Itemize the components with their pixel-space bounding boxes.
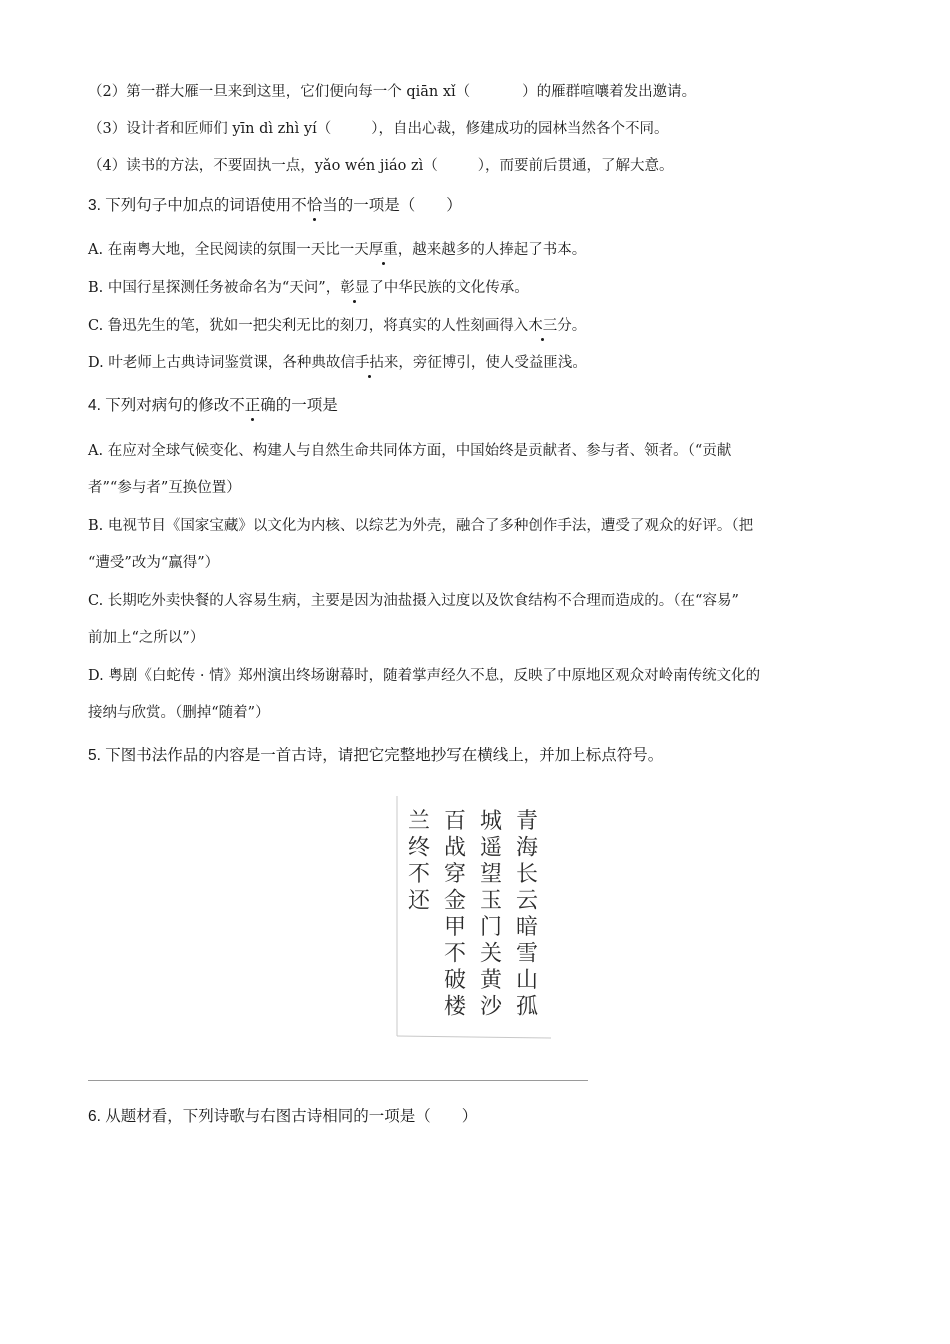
calligraphy-char: 穿	[443, 862, 467, 887]
calligraphy-char: 长	[515, 862, 539, 887]
calligraphy-char: 金	[443, 888, 467, 914]
fill-item-4: （4）读书的方法，不要固执一点，yǎo wén jiáo zì（ ），而要前后贯通，了解大意。	[88, 158, 674, 174]
calligraphy-char: 门	[479, 915, 503, 940]
calligraphy-char: 山	[515, 968, 539, 993]
calligraphy-char: 望	[479, 862, 503, 887]
pinyin-text: qiān xǐ	[406, 84, 456, 100]
dotted-word: 信手拈来	[340, 355, 399, 371]
q3-option-a[interactable]: A. 在南粤大地，全民阅读的氛围一天比一天厚重，越来越多的人捧起了书本。	[88, 242, 587, 258]
answer-blank[interactable]: （ ）	[316, 121, 379, 137]
calligraphy-char: 不	[407, 862, 431, 887]
answer-line[interactable]	[88, 1080, 588, 1081]
calligraphy-char: 玉	[479, 888, 503, 914]
pinyin-text: yīn dì zhì yí	[232, 121, 317, 137]
calligraphy-char: 关	[479, 941, 503, 967]
calligraphy-char: 雪	[515, 941, 539, 967]
calligraphy-char: 云	[515, 888, 539, 914]
calligraphy-char: 不	[443, 941, 467, 967]
calligraphy-image	[395, 792, 553, 1040]
answer-blank[interactable]: （ ）	[455, 84, 537, 100]
calligraphy-char: 楼	[443, 994, 467, 1020]
calligraphy-char: 百	[443, 809, 467, 834]
calligraphy-char: 海	[515, 835, 539, 861]
calligraphy-char: 青	[515, 809, 539, 834]
calligraphy-char: 孤	[515, 994, 539, 1020]
fill-item-3: （3）设计者和匠师们 yīn dì zhì yí（ ），自出心裁，修建成功的园林当然各个不同。	[88, 121, 669, 137]
calligraphy-char: 城	[479, 809, 503, 834]
calligraphy-char: 破	[443, 968, 467, 993]
dotted-emphasis: 不恰当	[291, 197, 338, 214]
answer-blank[interactable]: （ ）	[423, 158, 485, 174]
calligraphy-char: 遥	[479, 835, 503, 861]
question-6-stem: 6. 从题材看，下列诗歌与右图古诗相同的一项是（ ）	[88, 1108, 478, 1125]
dotted-word: 入木三分	[513, 318, 572, 334]
dotted-word: 厚重	[368, 242, 398, 258]
calligraphy-char: 终	[407, 835, 431, 861]
calligraphy-char: 还	[407, 888, 431, 914]
calligraphy-char: 战	[443, 835, 467, 861]
calligraphy-char: 兰	[407, 809, 431, 834]
dotted-word: 彰显	[340, 280, 370, 296]
calligraphy-char: 黄	[479, 968, 503, 993]
question-4-stem: 4. 下列对病句的修改不正确的一项是	[88, 397, 338, 414]
calligraphy-char: 沙	[479, 994, 503, 1020]
calligraphy-char: 甲	[443, 915, 467, 940]
q3-option-d[interactable]: D. 叶老师上古典诗词鉴赏课，各种典故信手拈来，旁征博引，使人受益匪浅。	[88, 355, 587, 371]
q3-option-b[interactable]: B. 中国行星探测任务被命名为“天问”，彰显了中华民族的文化传承。	[88, 280, 529, 296]
q3-option-c[interactable]: C. 鲁迅先生的笔，犹如一把尖利无比的刻刀，将真实的人性刻画得入木三分。	[88, 318, 587, 334]
fill-item-2: （2）第一群大雁一旦来到这里，它们便向每一个 qiān xǐ（ ）的雁群喧嚷着发出邀请。	[88, 84, 697, 100]
calligraphy-char: 暗	[515, 915, 539, 940]
question-5-stem: 5. 下图书法作品的内容是一首古诗，请把它完整地抄写在横线上，并加上标点符号。	[88, 747, 664, 764]
dotted-emphasis: 不正确	[229, 397, 276, 414]
pinyin-text: yǎo wén jiáo zì	[314, 158, 424, 174]
question-3-stem: 3. 下列句子中加点的词语使用不恰当的一项是（ ）	[88, 197, 462, 214]
